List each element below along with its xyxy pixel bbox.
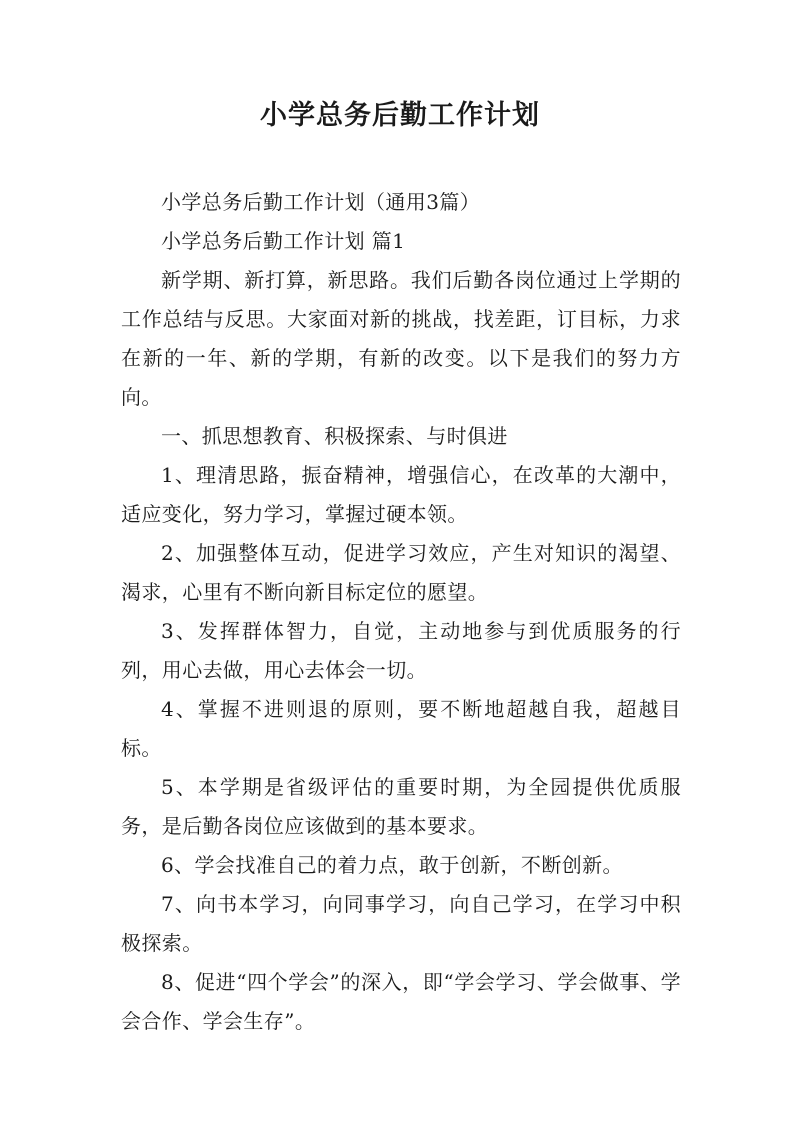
list-item-4: 4、掌握不进则退的原则，要不断地超越自我，超越目标。 [121, 697, 681, 760]
document-body [121, 183, 681, 1041]
subtitle-paragraph: 小学总务后勤工作计划（通用3篇） [161, 190, 481, 214]
list-item-5: 5、本学期是省级评估的重要时期，为全园提供优质服务，是后勤各岗位应该做到的基本要求。 [121, 775, 681, 838]
list-item-1: 1、理清思路，振奋精神，增强信心，在改革的大潮中，适应变化，努力学习，掌握过硬本领。 [121, 463, 681, 526]
list-item-8: 8、促进“四个学会”的深入，即“学会学习、学会做事、学会合作、学会生存”。 [121, 970, 681, 1033]
list-item-6: 6、学会找准自己的着力点，敢于创新，不断创新。 [161, 853, 623, 877]
list-item-7: 7、向书本学习，向同事学习，向自己学习，在学习中积极探索。 [121, 892, 681, 955]
list-item-2: 2、加强整体互动，促进学习效应，产生对知识的渴望、渴求，心里有不断向新目标定位的愿望。 [121, 541, 681, 604]
point-heading: 一、抓思想教育、积极探索、与时俱进 [161, 424, 508, 448]
list-item-3: 3、发挥群体智力，自觉，主动地参与到优质服务的行列，用心去做，用心去体会一切。 [121, 619, 681, 682]
section-heading: 小学总务后勤工作计划 篇1 [161, 229, 406, 253]
document-title: 小学总务后勤工作计划 [260, 100, 540, 131]
intro-paragraph: 新学期、新打算，新思路。我们后勤各岗位通过上学期的工作总结与反思。大家面对新的挑战，找差距，订目标，力求在新的一年、新的学期，有新的改变。以下是我们的努力方向。 [121, 268, 681, 409]
